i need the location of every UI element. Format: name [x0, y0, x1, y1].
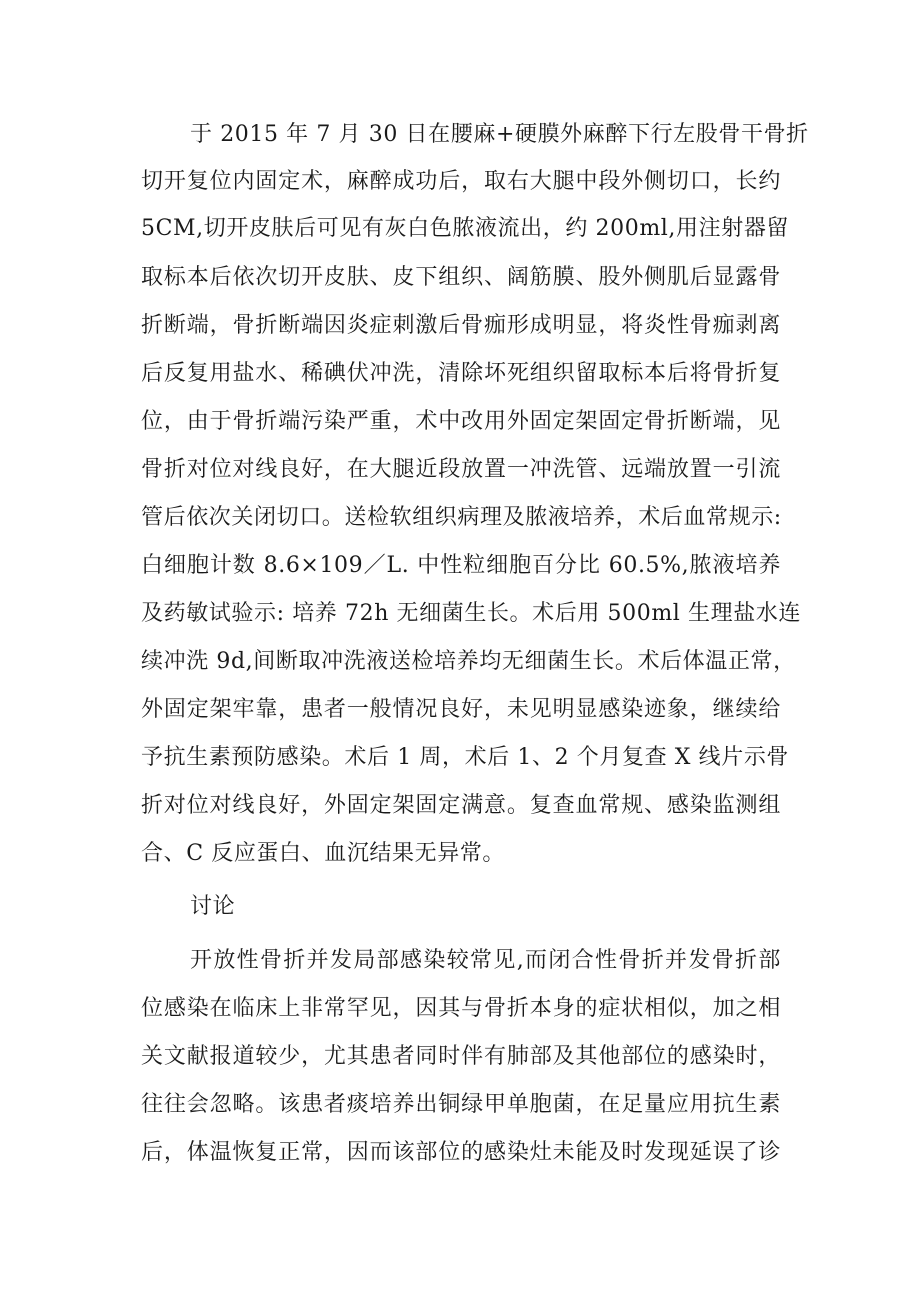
paragraph-line: 后，体温恢复正常，因而该部位的感染灶未能及时发现延误了诊: [141, 1140, 781, 1165]
paragraph-line: 予抗生素预防感染。术后 1 周，术后 1、2 个月复查 X 线片示骨: [141, 745, 790, 770]
paragraph-line: 取标本后依次切开皮肤、皮下组织、阔筋膜、股外侧肌后显露骨: [141, 265, 781, 290]
paragraph-line: 合、C 反应蛋白、血沉结果无异常。: [141, 841, 506, 866]
paragraph-line: 管后依次关闭切口。送检软组织病理及脓液培养，术后血常规示:: [141, 505, 782, 530]
paragraph-line: 切开复位内固定术，麻醉成功后，取右大腿中段外侧切口，长约: [141, 169, 781, 194]
paragraph-line: 白细胞计数 8.6×109／L. 中性粒细胞百分比 60.5%,脓液培养: [141, 553, 781, 578]
paragraph-line: 续冲洗 9d,间断取冲洗液送检培养均无细菌生长。术后体温正常，: [141, 649, 796, 674]
paragraph-line: 关文献报道较少，尤其患者同时伴有肺部及其他部位的感染时，: [141, 1044, 781, 1069]
paragraph-line: 及药敏试验示: 培养 72h 无细菌生长。术后用 500ml 生理盐水连: [141, 601, 802, 626]
section-heading: 讨论: [190, 894, 236, 919]
paragraph-line: 于 2015 年 7 月 30 日在腰麻+硬膜外麻醉下行左股骨干骨折: [190, 122, 809, 147]
paragraph-line: 位感染在临床上非常罕见，因其与骨折本身的症状相似，加之相: [141, 996, 781, 1021]
paragraph-line: 外固定架牢靠，患者一般情况良好，未见明显感染迹象，继续给: [141, 697, 781, 722]
paragraph-line: 骨折对位对线良好，在大腿近段放置一冲洗管、远端放置一引流: [141, 457, 781, 482]
paragraph-line: 后反复用盐水、稀碘伏冲洗，清除坏死组织留取标本后将骨折复: [141, 361, 781, 386]
paragraph-line: 折断端，骨折断端因炎症刺激后骨痂形成明显，将炎性骨痂剥离: [141, 313, 781, 338]
paragraph-line: 位，由于骨折端污染严重，术中改用外固定架固定骨折断端，见: [141, 409, 781, 434]
paragraph-line: 折对位对线良好，外固定架固定满意。复查血常规、感染监测组: [141, 793, 781, 818]
paragraph-line: 往往会忽略。该患者痰培养出铜绿甲单胞菌，在足量应用抗生素: [141, 1092, 781, 1117]
paragraph-line: 5CM,切开皮肤后可见有灰白色脓液流出，约 200ml,用注射器留: [141, 216, 790, 241]
paragraph-line: 开放性骨折并发局部感染较常见,而闭合性骨折并发骨折部: [190, 948, 781, 973]
